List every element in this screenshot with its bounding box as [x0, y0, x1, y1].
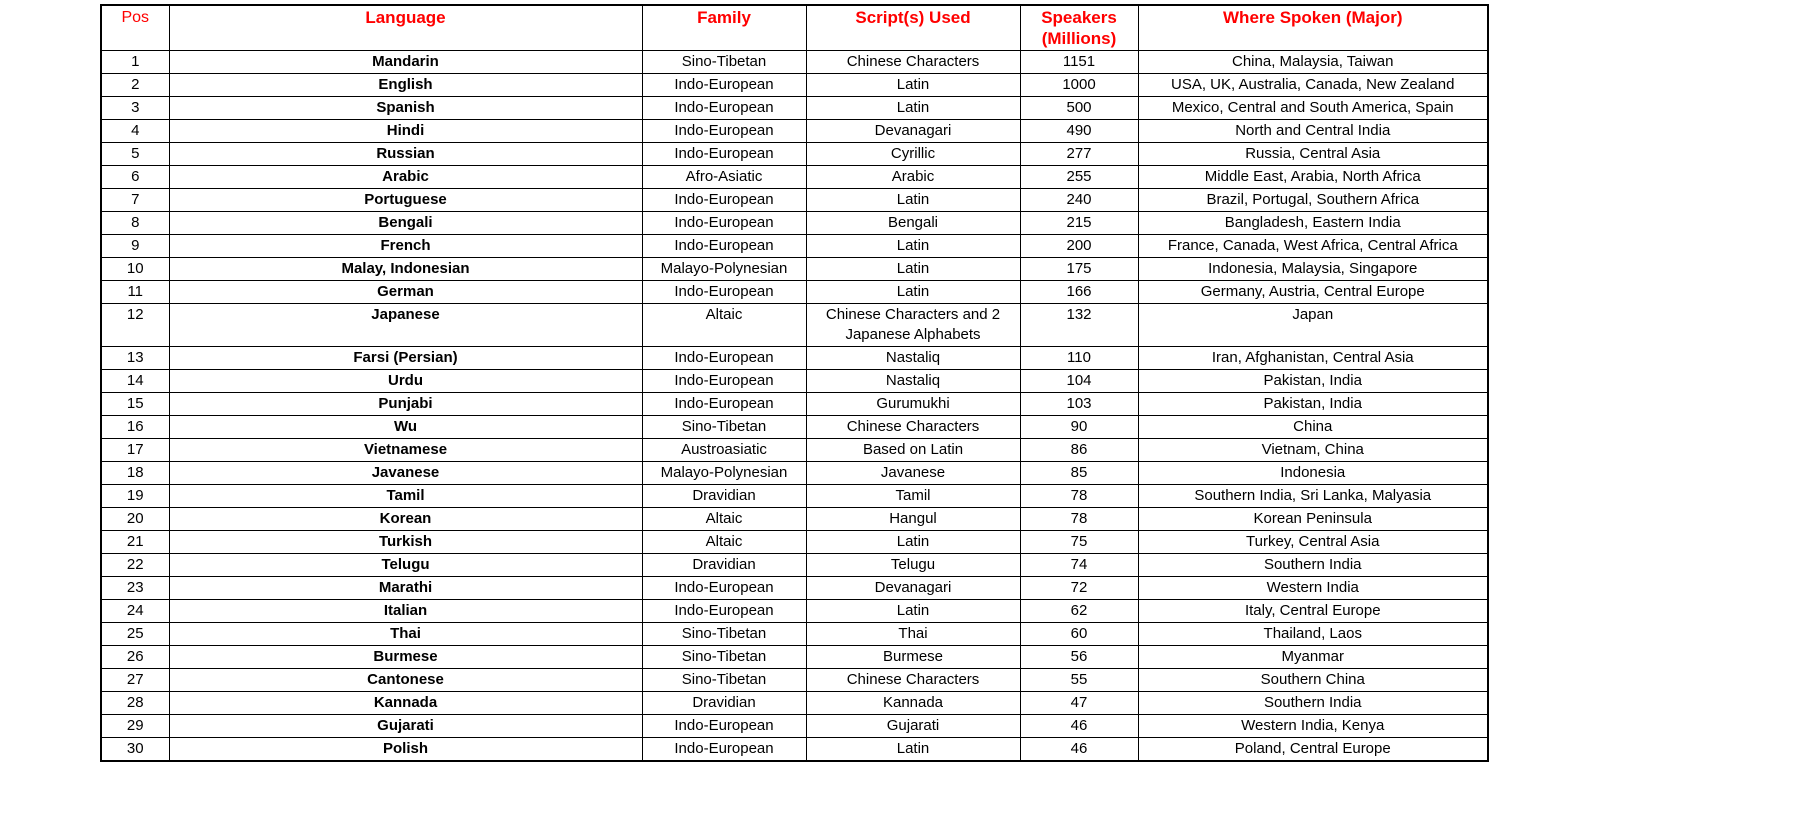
- cell-where: Indonesia: [1138, 462, 1488, 485]
- cell-language: Urdu: [169, 370, 642, 393]
- column-header-where: Where Spoken (Major): [1138, 5, 1488, 51]
- table-row: [101, 212, 1488, 235]
- cell-speakers: 72: [1020, 577, 1138, 600]
- cell-pos: 25: [101, 623, 169, 646]
- cell-family: Indo-European: [642, 577, 806, 600]
- table-row: [101, 554, 1488, 577]
- cell-where: Bangladesh, Eastern India: [1138, 212, 1488, 235]
- cell-language: Malay, Indonesian: [169, 258, 642, 281]
- cell-language: Russian: [169, 143, 642, 166]
- cell-family: Indo-European: [642, 143, 806, 166]
- table-row: [101, 738, 1488, 762]
- cell-where: USA, UK, Australia, Canada, New Zealand: [1138, 74, 1488, 97]
- cell-where: Iran, Afghanistan, Central Asia: [1138, 347, 1488, 370]
- table-row: [101, 715, 1488, 738]
- cell-script: Gujarati: [806, 715, 1020, 738]
- cell-family: Indo-European: [642, 738, 806, 762]
- cell-script: Javanese: [806, 462, 1020, 485]
- cell-where: Indonesia, Malaysia, Singapore: [1138, 258, 1488, 281]
- cell-pos: 17: [101, 439, 169, 462]
- cell-family: Indo-European: [642, 715, 806, 738]
- cell-pos: 6: [101, 166, 169, 189]
- table-header: [101, 5, 1488, 51]
- cell-script: Latin: [806, 600, 1020, 623]
- cell-where: Middle East, Arabia, North Africa: [1138, 166, 1488, 189]
- table-row: [101, 143, 1488, 166]
- cell-family: Dravidian: [642, 692, 806, 715]
- cell-where: Korean Peninsula: [1138, 508, 1488, 531]
- cell-script: Based on Latin: [806, 439, 1020, 462]
- cell-family: Indo-European: [642, 189, 806, 212]
- cell-pos: 27: [101, 669, 169, 692]
- cell-where: Pakistan, India: [1138, 393, 1488, 416]
- cell-script: Bengali: [806, 212, 1020, 235]
- cell-pos: 15: [101, 393, 169, 416]
- table-row: [101, 646, 1488, 669]
- cell-speakers: 47: [1020, 692, 1138, 715]
- table-row: [101, 577, 1488, 600]
- cell-speakers: 56: [1020, 646, 1138, 669]
- cell-script: Latin: [806, 97, 1020, 120]
- cell-where: Italy, Central Europe: [1138, 600, 1488, 623]
- cell-language: Telugu: [169, 554, 642, 577]
- table-row: [101, 370, 1488, 393]
- cell-family: Dravidian: [642, 485, 806, 508]
- cell-script: Burmese: [806, 646, 1020, 669]
- cell-where: Poland, Central Europe: [1138, 738, 1488, 762]
- cell-script: Devanagari: [806, 577, 1020, 600]
- cell-speakers: 255: [1020, 166, 1138, 189]
- cell-speakers: 166: [1020, 281, 1138, 304]
- table-body: [101, 51, 1488, 762]
- cell-language: Wu: [169, 416, 642, 439]
- cell-where: Western India: [1138, 577, 1488, 600]
- cell-speakers: 75: [1020, 531, 1138, 554]
- column-header-speakers: Speakers (Millions): [1020, 5, 1138, 51]
- cell-script: Latin: [806, 258, 1020, 281]
- table-row: [101, 97, 1488, 120]
- cell-pos: 14: [101, 370, 169, 393]
- table-row: [101, 304, 1488, 347]
- cell-script: Latin: [806, 738, 1020, 762]
- cell-pos: 4: [101, 120, 169, 143]
- cell-family: Indo-European: [642, 120, 806, 143]
- cell-speakers: 132: [1020, 304, 1138, 347]
- cell-speakers: 490: [1020, 120, 1138, 143]
- cell-pos: 16: [101, 416, 169, 439]
- cell-speakers: 86: [1020, 439, 1138, 462]
- cell-language: Bengali: [169, 212, 642, 235]
- cell-family: Altaic: [642, 531, 806, 554]
- cell-speakers: 110: [1020, 347, 1138, 370]
- cell-script: Latin: [806, 74, 1020, 97]
- cell-where: Pakistan, India: [1138, 370, 1488, 393]
- table-row: [101, 531, 1488, 554]
- cell-family: Sino-Tibetan: [642, 416, 806, 439]
- cell-pos: 20: [101, 508, 169, 531]
- cell-where: Southern China: [1138, 669, 1488, 692]
- cell-speakers: 62: [1020, 600, 1138, 623]
- cell-speakers: 85: [1020, 462, 1138, 485]
- cell-language: Arabic: [169, 166, 642, 189]
- table-row: [101, 235, 1488, 258]
- cell-speakers: 46: [1020, 738, 1138, 762]
- cell-script: Chinese Characters: [806, 51, 1020, 74]
- table-row: [101, 347, 1488, 370]
- table-row: [101, 74, 1488, 97]
- cell-where: France, Canada, West Africa, Central Africa: [1138, 235, 1488, 258]
- cell-language: Japanese: [169, 304, 642, 347]
- cell-where: Brazil, Portugal, Southern Africa: [1138, 189, 1488, 212]
- cell-speakers: 78: [1020, 485, 1138, 508]
- cell-script: Arabic: [806, 166, 1020, 189]
- column-header-family: Family: [642, 5, 806, 51]
- cell-script: Gurumukhi: [806, 393, 1020, 416]
- table-row: [101, 485, 1488, 508]
- cell-family: Indo-European: [642, 235, 806, 258]
- cell-family: Indo-European: [642, 212, 806, 235]
- cell-where: Southern India, Sri Lanka, Malyasia: [1138, 485, 1488, 508]
- column-header-script: Script(s) Used: [806, 5, 1020, 51]
- cell-language: Korean: [169, 508, 642, 531]
- cell-speakers: 200: [1020, 235, 1138, 258]
- cell-speakers: 1000: [1020, 74, 1138, 97]
- table-row: [101, 508, 1488, 531]
- table-row: [101, 166, 1488, 189]
- table-row: [101, 692, 1488, 715]
- cell-family: Indo-European: [642, 74, 806, 97]
- cell-language: Italian: [169, 600, 642, 623]
- cell-pos: 19: [101, 485, 169, 508]
- cell-where: Southern India: [1138, 554, 1488, 577]
- cell-script: Nastaliq: [806, 347, 1020, 370]
- cell-family: Indo-European: [642, 281, 806, 304]
- cell-where: Vietnam, China: [1138, 439, 1488, 462]
- cell-language: Vietnamese: [169, 439, 642, 462]
- table-row: [101, 51, 1488, 74]
- cell-language: Marathi: [169, 577, 642, 600]
- cell-script: Cyrillic: [806, 143, 1020, 166]
- cell-speakers: 1151: [1020, 51, 1138, 74]
- cell-pos: 8: [101, 212, 169, 235]
- cell-language: Gujarati: [169, 715, 642, 738]
- table-row: [101, 600, 1488, 623]
- cell-pos: 11: [101, 281, 169, 304]
- cell-speakers: 60: [1020, 623, 1138, 646]
- cell-script: Latin: [806, 235, 1020, 258]
- cell-pos: 2: [101, 74, 169, 97]
- cell-script: Telugu: [806, 554, 1020, 577]
- cell-language: Burmese: [169, 646, 642, 669]
- cell-where: Russia, Central Asia: [1138, 143, 1488, 166]
- cell-script: Latin: [806, 189, 1020, 212]
- cell-family: Indo-European: [642, 370, 806, 393]
- cell-language: Turkish: [169, 531, 642, 554]
- cell-language: Mandarin: [169, 51, 642, 74]
- cell-language: Javanese: [169, 462, 642, 485]
- cell-language: Hindi: [169, 120, 642, 143]
- table-row: [101, 189, 1488, 212]
- cell-family: Malayo-Polynesian: [642, 462, 806, 485]
- cell-script: Chinese Characters: [806, 669, 1020, 692]
- cell-speakers: 175: [1020, 258, 1138, 281]
- cell-family: Sino-Tibetan: [642, 51, 806, 74]
- cell-language: Farsi (Persian): [169, 347, 642, 370]
- cell-pos: 24: [101, 600, 169, 623]
- cell-where: Southern India: [1138, 692, 1488, 715]
- cell-speakers: 103: [1020, 393, 1138, 416]
- cell-language: Spanish: [169, 97, 642, 120]
- cell-language: Kannada: [169, 692, 642, 715]
- cell-family: Indo-European: [642, 600, 806, 623]
- cell-speakers: 46: [1020, 715, 1138, 738]
- cell-script: Kannada: [806, 692, 1020, 715]
- cell-language: German: [169, 281, 642, 304]
- cell-where: Thailand, Laos: [1138, 623, 1488, 646]
- table-row: [101, 281, 1488, 304]
- table-row: [101, 439, 1488, 462]
- cell-family: Sino-Tibetan: [642, 669, 806, 692]
- cell-family: Malayo-Polynesian: [642, 258, 806, 281]
- cell-speakers: 90: [1020, 416, 1138, 439]
- cell-where: Turkey, Central Asia: [1138, 531, 1488, 554]
- cell-family: Indo-European: [642, 393, 806, 416]
- cell-speakers: 215: [1020, 212, 1138, 235]
- cell-pos: 12: [101, 304, 169, 347]
- cell-pos: 9: [101, 235, 169, 258]
- cell-pos: 18: [101, 462, 169, 485]
- cell-family: Sino-Tibetan: [642, 623, 806, 646]
- cell-family: Altaic: [642, 508, 806, 531]
- cell-pos: 30: [101, 738, 169, 762]
- cell-script: Hangul: [806, 508, 1020, 531]
- cell-where: North and Central India: [1138, 120, 1488, 143]
- cell-language: Polish: [169, 738, 642, 762]
- cell-pos: 1: [101, 51, 169, 74]
- cell-language: Punjabi: [169, 393, 642, 416]
- cell-family: Afro-Asiatic: [642, 166, 806, 189]
- cell-pos: 26: [101, 646, 169, 669]
- cell-family: Dravidian: [642, 554, 806, 577]
- cell-script: Chinese Characters and 2 Japanese Alphabets: [806, 304, 1020, 347]
- cell-family: Altaic: [642, 304, 806, 347]
- cell-language: English: [169, 74, 642, 97]
- cell-speakers: 78: [1020, 508, 1138, 531]
- cell-speakers: 74: [1020, 554, 1138, 577]
- table-row: [101, 623, 1488, 646]
- cell-pos: 22: [101, 554, 169, 577]
- cell-pos: 5: [101, 143, 169, 166]
- column-header-pos: Pos: [101, 5, 169, 51]
- cell-language: French: [169, 235, 642, 258]
- table-row: [101, 462, 1488, 485]
- cell-script: Devanagari: [806, 120, 1020, 143]
- cell-pos: 28: [101, 692, 169, 715]
- cell-pos: 23: [101, 577, 169, 600]
- cell-script: Thai: [806, 623, 1020, 646]
- cell-language: Thai: [169, 623, 642, 646]
- table-row: [101, 393, 1488, 416]
- cell-speakers: 277: [1020, 143, 1138, 166]
- cell-speakers: 240: [1020, 189, 1138, 212]
- cell-pos: 29: [101, 715, 169, 738]
- table-row: [101, 669, 1488, 692]
- cell-where: Western India, Kenya: [1138, 715, 1488, 738]
- cell-language: Portuguese: [169, 189, 642, 212]
- cell-speakers: 55: [1020, 669, 1138, 692]
- header-row: [101, 5, 1488, 51]
- column-header-language: Language: [169, 5, 642, 51]
- cell-script: Chinese Characters: [806, 416, 1020, 439]
- cell-language: Tamil: [169, 485, 642, 508]
- cell-where: Myanmar: [1138, 646, 1488, 669]
- cell-where: Germany, Austria, Central Europe: [1138, 281, 1488, 304]
- cell-where: Japan: [1138, 304, 1488, 347]
- cell-script: Nastaliq: [806, 370, 1020, 393]
- languages-table: [100, 4, 1489, 762]
- cell-speakers: 500: [1020, 97, 1138, 120]
- cell-pos: 10: [101, 258, 169, 281]
- cell-language: Cantonese: [169, 669, 642, 692]
- cell-pos: 3: [101, 97, 169, 120]
- cell-pos: 7: [101, 189, 169, 212]
- cell-pos: 13: [101, 347, 169, 370]
- cell-where: China, Malaysia, Taiwan: [1138, 51, 1488, 74]
- table-row: [101, 120, 1488, 143]
- cell-script: Tamil: [806, 485, 1020, 508]
- table-row: [101, 258, 1488, 281]
- cell-family: Indo-European: [642, 347, 806, 370]
- cell-pos: 21: [101, 531, 169, 554]
- cell-script: Latin: [806, 281, 1020, 304]
- cell-where: China: [1138, 416, 1488, 439]
- table-row: [101, 416, 1488, 439]
- cell-family: Austroasiatic: [642, 439, 806, 462]
- cell-family: Sino-Tibetan: [642, 646, 806, 669]
- cell-speakers: 104: [1020, 370, 1138, 393]
- cell-family: Indo-European: [642, 97, 806, 120]
- cell-script: Latin: [806, 531, 1020, 554]
- cell-where: Mexico, Central and South America, Spain: [1138, 97, 1488, 120]
